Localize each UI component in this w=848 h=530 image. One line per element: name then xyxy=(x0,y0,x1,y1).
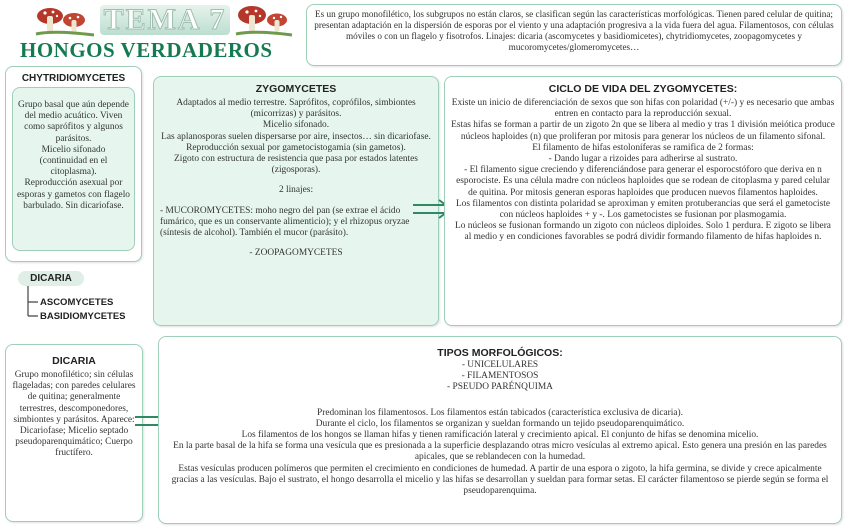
zygomycetes-para-5: Zigoto con estructura de resistencia que pasa por estados latentes (zigosporas). xyxy=(174,154,418,176)
tipos-para-1: Predominan los filamentosos. Los filamentos están tabicados (característica exclusiva de dicaria). xyxy=(316,407,684,418)
zygomycetes-para-2: Micelio sifonado. xyxy=(262,120,330,131)
zygomycetes-box xyxy=(153,76,439,326)
zygomycetes-title: ZYGOMYCETES xyxy=(255,83,337,95)
intro-text: Es un grupo monofilético, los subgrupos no están claros, se clasifican según las características morfológicas. Tienen pared celular de quitina; presentan adaptación en la dispersión de esporas por el viento y una adaptación progresiva a la vida fuera del agua. Filamentosos, con células móviles o con un flagelo y fisotrofos. Linajes: dicaria (ascomycetes y basidiomicetes), chytridiomycetes, zoopagomycetes y mucoromycetes/glomeromycetes… xyxy=(314,9,834,52)
dicaria-para-1: Grupo monofilético; sin células flageladas; con paredes celulares de quitina; generalmente terrestres, descomponedores, simbiontes y parásitos. Aparece: Dicariofase; Micelio septado pseudoparenquimático; Cuerpo fructífero. xyxy=(12,370,136,459)
tema-label: TEMA 7 xyxy=(100,5,230,35)
dicaria-tree-root: DICARIA xyxy=(18,271,84,286)
chytridiomycetes-box xyxy=(5,66,142,262)
tipos-para-5: Estas vesículas producen polímeros que permiten el crecimiento en condiciones de humedad. A partir de una espora o zigoto, la hifa germina, se divide y crece apicalmente gracias a las vesículas. Bajo el sustrato, el hongo desarrolla el micelio y las hifas se desarrollan y sueldan para formar setas. El carácter filamentoso se pierde según se forma el pseudoparenquima. xyxy=(171,463,829,497)
zygomycetes-para-3: Las aplanosporas suelen dispersarse por aire, insectos… sin dicariofase. xyxy=(161,131,431,142)
page-title: HONGOS VERDADEROS xyxy=(20,38,273,62)
chytridiomycetes-para-3: Reproducción asexual por esporas y gametos con flagelo barbulado. Sin dicariofase. xyxy=(17,178,130,211)
mushroom-left-icon xyxy=(34,4,96,38)
tipos-list-item: - FILAMENTOSOS xyxy=(461,371,539,382)
zygomycetes-para-1: Adaptados al medio terrestre. Saprófitos, coprófilos, simbiontes (micorrizas) y parásitos. xyxy=(176,98,416,120)
zygomycetes-para-7: - MUCOROMYCETES: moho negro del pan (se extrae el ácido fumárico, que es un conservante alimenticio); y el rhizopus oryzae (síntesis de alcohol). También el mucor (parásito). xyxy=(160,205,410,239)
tipos-box xyxy=(158,336,842,524)
zygomycetes-para-6: 2 linajes: xyxy=(278,185,314,196)
ciclo-title: CICLO DE VIDA DEL ZYGOMYCETES: xyxy=(548,83,738,95)
chytridiomycetes-content xyxy=(12,87,135,251)
tipos-list-item: - UNICELULARES xyxy=(461,360,539,370)
tipos-title: TIPOS MORFOLÓGICOS: xyxy=(437,347,563,359)
ciclo-box xyxy=(444,76,842,326)
ciclo-para-5: - El filamento sigue creciendo y diferenciándose para generar el esporocstóforo que deriva en n esporociste. Es una célula madre con núcleos haploides que se rodean de citoplasma y pared celular de quitina. Por mitosis generan esporas haploides que producen nuevos filamentos haploides. xyxy=(456,165,830,198)
dicaria-box xyxy=(5,344,143,522)
tipos-para-4: En la parte basal de la hifa se forma una vesícula que es presionada a la superficie desplazando otras micro vesículas al extremo apical. Esto genera una presión en las paredes apicales, que se reblandecen con la humedad. xyxy=(173,441,827,463)
ciclo-para-3: El filamento de hifas estoloníferas se ramifica de 2 formas: xyxy=(532,142,754,153)
ciclo-para-7: Lo núcleos se fusionan formando un zigoto con núcleos diploides. Solo 1 perdura. E zigoto se libera al medio y en condiciones favorables se podrá dividir formando filamento de hifas haploides n. xyxy=(455,221,831,243)
tipos-para-3: Los filamentos de los hongos se llaman hifas y tienen ramificación lateral y crecimiento apical. El conjunto de hifas se denomina micelio. xyxy=(241,430,759,441)
ciclo-para-6: Los filamentos con distinta polaridad se aproximan y emiten protuberancias que será el gametociste con núcleos haploides + y -. Los gametocistes se fusionan por plasmogamia. xyxy=(455,198,831,221)
chytridiomycetes-para-2: Micelio sifonado (continuidad en el citoplasma). xyxy=(39,144,108,178)
chytridiomycetes-title: CHYTRIDIOMYCETES xyxy=(21,73,126,84)
ciclo-para-1: Existe un inicio de diferenciación de sexos que son hifas con polaridad (+/-) y es necesario que ambas entren en contacto para la reproducción sexual. xyxy=(451,98,835,120)
zygomycetes-para-4: Reproducción sexual por gametocistogamia (sin gametos). xyxy=(186,142,406,153)
tree-item-ascomycetes: ASCOMYCETES xyxy=(40,297,114,308)
ciclo-para-2: Estas hifas se forman a partir de un zigoto 2n que se libera al medio y tras 1 división meiótica produce núcleos haploides (n) que proliferan por mitosis para generar los núcleos de un filamento sifonal. xyxy=(451,120,835,142)
chytridiomycetes-para-1: Grupo basal que aún depende del medio acuático. Viven como saprófitos y algunos parásitos. xyxy=(18,100,129,144)
tipos-list-item: - PSEUDO PARÉNQUIMA xyxy=(447,382,553,393)
tipos-para-2: Durante el ciclo, los filamentos se organizan y sueldan formando un tejido pseudoparenquimático. xyxy=(315,418,685,429)
ciclo-para-4: - Dando lugar a rizoides para adherirse al sustrato. xyxy=(548,154,738,165)
dicaria-title: DICARIA xyxy=(52,355,96,367)
tree-item-basidiomycetes: BASIDIOMYCETES xyxy=(40,311,126,322)
mushroom-right-icon xyxy=(232,2,294,38)
zygomycetes-para-8: - ZOOPAGOMYCETES xyxy=(249,248,343,259)
intro-box xyxy=(306,4,842,66)
tree-connector xyxy=(24,286,40,322)
